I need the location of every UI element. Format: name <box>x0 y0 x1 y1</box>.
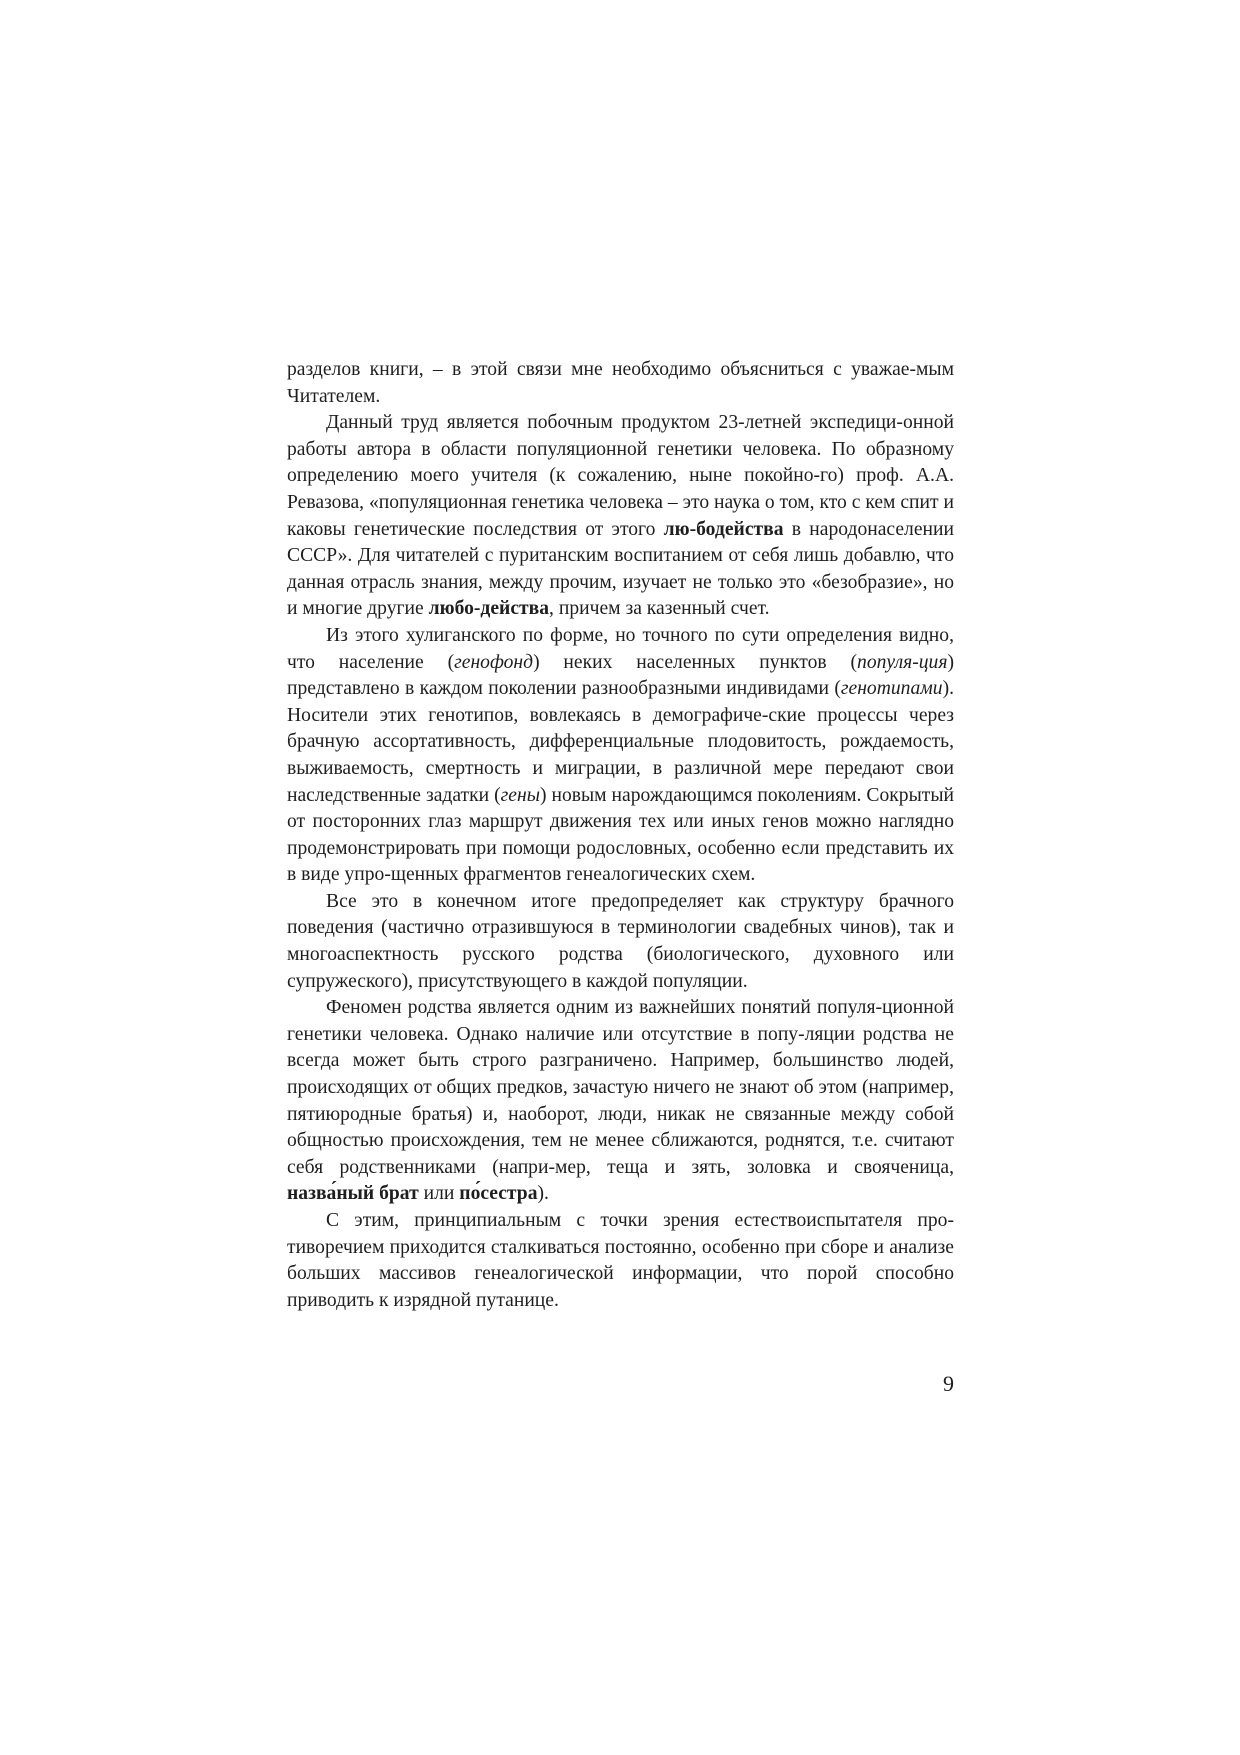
text-segment: Феномен родства является одним из важнейших понятий популя-ционной генетики человека. Однако наличие или отсутствие в попу-ляции родства не всегда может быть строго разграничено. Например, большинство людей, происходящих от общих предков, зачастую ничего не знают об этом (например, пятиюродные братья) и, наоборот, люди, никак не связанные между собой общностью происхождения, тем не менее сближаются, роднятся, т.е. считают себя родственниками (напри-мер, теща и зять, золовка и свояченица, <box>287 997 954 1178</box>
bold-term: назва́ный брат <box>287 1183 419 1205</box>
paragraph-population-definition <box>287 623 954 889</box>
text-segment: С этим, принципиальным с точки зрения естествоиспытателя про-тиворечием приходится сталкиваться постоянно, особенно при сборе и анализе больших массивов генеалогической информации, что порой способно приводить к изрядной путанице. <box>287 1210 954 1311</box>
italic-term: популя-ция <box>857 651 948 673</box>
text-segment: ) новым нарождающимся поколениям. Сокрытый от посторонних глаз маршрут движения тех или иных генов можно наглядно продемонстрировать при помощи родословных, особенно если представить их в виде упро-щенных фрагментов генеалогических схем. <box>287 784 954 886</box>
text-segment: ) неких населенных пунктов ( <box>533 651 858 673</box>
bold-term: по́сестра <box>459 1183 538 1205</box>
italic-term: гены <box>500 784 540 806</box>
text-segment: , причем за казенный счет. <box>549 598 770 620</box>
text-segment: ). Носители этих генотипов, вовлекаясь в демографиче-ские процессы через брачную ассортативность, дифференциальные плодовитость, рождаемость, выживаемость, смертность и миграции, в различной мере передают свои наследственные задатки ( <box>287 678 954 806</box>
text-segment: Все это в конечном итоге предопределяет как структуру брачного поведения (частично отразившуюся в терминологии свадебных чинов), так и многоаспектность русского родства (биологического, духовного или супружеского), присутствующего в каждой популяции. <box>287 890 954 992</box>
italic-term: генотипами <box>840 678 943 700</box>
text-segment: Из этого хулиганского по форме, но точного по сути определения видно, что население ( <box>287 624 954 673</box>
page-number: 9 <box>943 1371 954 1396</box>
bold-term: любо-действа <box>428 598 550 620</box>
text-segment: ) представлено в каждом поколении разнообразными индивидами ( <box>287 651 954 700</box>
bold-term: лю-бодейства <box>663 518 784 540</box>
text-segment: Данный труд является побочным продуктом 23-летней экспедици-онной работы автора в области популяционной генетики человека. По образному определению моего учителя (к сожалению, ныне покойно-го) проф. А.А. Ревазова, «популяционная генетика человека – это наука о том, кто с кем спит и каковы генетические последствия от этого <box>287 412 954 540</box>
body-text <box>287 357 954 1314</box>
paragraph-kinship-phenomenon <box>287 995 954 1208</box>
text-segment: ). <box>537 1183 549 1205</box>
text-segment: или <box>418 1183 460 1205</box>
text-segment: разделов книги, – в этой связи мне необходимо объясниться с уважае-мым Читателем. <box>287 359 954 407</box>
italic-term: генофонд <box>454 651 534 673</box>
paragraph-marriage-behavior <box>287 889 954 995</box>
paragraph-contradiction <box>287 1208 954 1314</box>
paragraph-byproduct-of-research <box>287 410 954 623</box>
text-segment: в народонаселении СССР». Для читателей с пуританским воспитанием от себя лишь добавлю, что данная отрасль знания, между прочим, изучает не только это «безобразие», но и многие другие <box>287 518 954 620</box>
paragraph-continuation <box>287 357 954 410</box>
